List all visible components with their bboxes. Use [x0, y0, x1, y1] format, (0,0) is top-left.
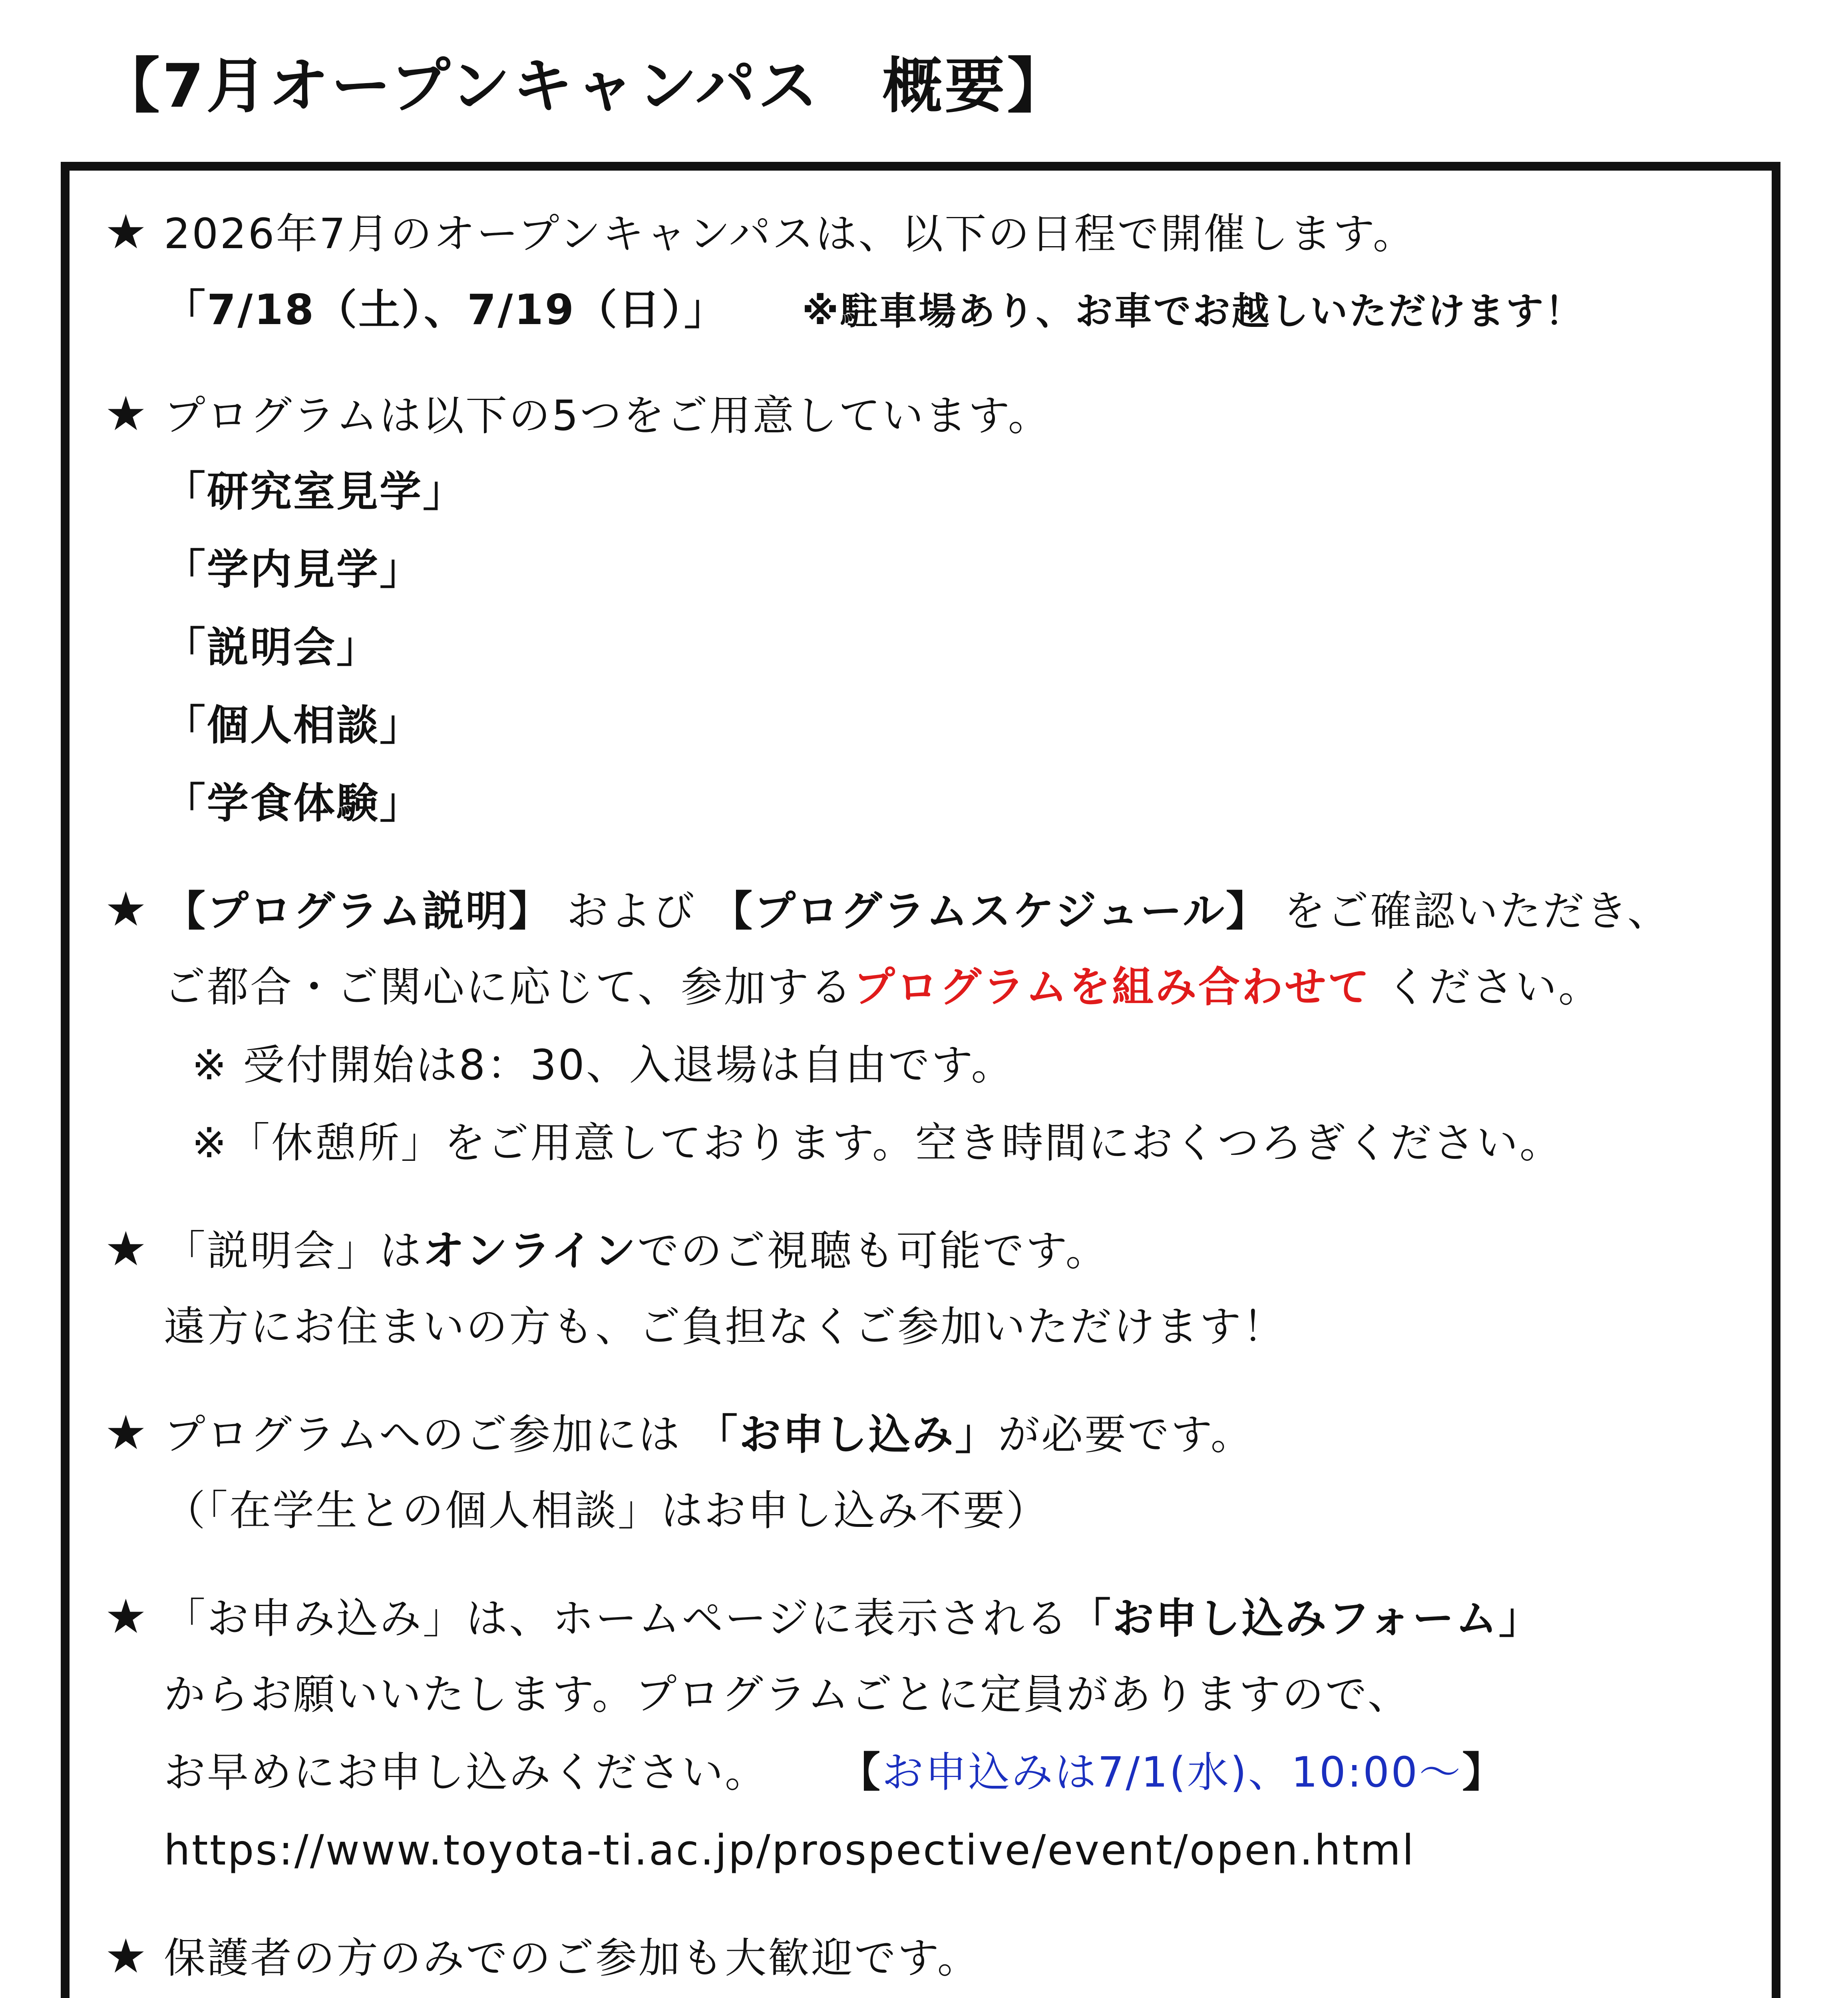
combine-line	[164, 957, 1601, 1017]
star-icon: ★	[105, 1221, 149, 1276]
parking-note: ※駐車場あり、お車でお越しいただけます！	[802, 290, 1584, 333]
program-description-label: 【プログラム説明】	[164, 887, 552, 935]
remote-note: 遠方にお住まいの方も、ご負担なくご参加いただけます！	[164, 1302, 1286, 1351]
application-text: が必要です。	[998, 1410, 1254, 1459]
online-text: 「説明会」は	[164, 1226, 423, 1275]
form-text: 「お申み込み」は、ホームページに表示される	[164, 1594, 1069, 1643]
program-item: 「学食体験」	[164, 779, 423, 828]
application-text: プログラムへのご参加には	[164, 1410, 681, 1459]
event-dates: 「7/18（土）、7/19（日）」	[164, 285, 728, 334]
dates-intro: 2026年7月のオープンキャンパスは、以下の日程で開催します。	[164, 209, 1416, 258]
program-schedule-label: 【プログラムスケジュール】	[711, 887, 1269, 935]
star-icon: ★	[105, 1589, 149, 1644]
schedule-text: および	[567, 887, 696, 935]
early-apply-line	[164, 1742, 1505, 1802]
section-guardians	[105, 1926, 981, 1988]
star-icon: ★	[105, 1405, 149, 1460]
rest-area-note: ※「休憩所」をご用意しております。空き時間におくつろぎください。	[192, 1118, 1563, 1167]
reception-note: ※ 受付開始は8：30、入退場は自由です。	[192, 1041, 1015, 1089]
online-text: でのご視聴も可能です。	[637, 1226, 1109, 1275]
guardians-text: 保護者の方のみでのご参加も大歓迎です。	[164, 1934, 981, 1982]
schedule-text: をご確認いただき、	[1283, 887, 1671, 935]
program-item: 「学内見学」	[164, 545, 423, 594]
star-icon: ★	[105, 1928, 149, 1984]
programs-intro: プログラムは以下の5つをご用意しています。	[164, 391, 1051, 440]
page-title: 【7月オープンキャンパス 概要】	[100, 52, 1070, 121]
capacity-note: からお願いいたします。プログラムごとに定員がありますので、	[164, 1670, 1411, 1719]
star-icon: ★	[105, 386, 149, 441]
consultation-note: （「在学生との個人相談」はお申し込み不要）	[164, 1486, 1050, 1535]
combine-emphasis: プログラムを組み合わせて	[853, 963, 1371, 1011]
section-form	[105, 1586, 1542, 1648]
early-apply-text: お早めにお申し込みください。	[164, 1748, 768, 1797]
bracket-open: 【	[839, 1748, 882, 1797]
section-online	[105, 1219, 1109, 1281]
section-application	[105, 1403, 1254, 1465]
bracket-close: 】	[1462, 1748, 1506, 1797]
program-item: 「研究室見学」	[164, 467, 466, 516]
combine-text: ご都合・ご関心に応じて、参加する	[164, 963, 853, 1011]
star-icon: ★	[105, 204, 149, 259]
program-item: 「個人相談」	[164, 701, 423, 750]
combine-text: ください。	[1385, 963, 1601, 1011]
event-url[interactable]: https://www.toyota-ti.ac.jp/prospective/event/open.html	[164, 1826, 1416, 1875]
section-programs	[105, 384, 1051, 446]
section-dates	[105, 202, 1416, 264]
application-emphasis: 「お申し込み」	[696, 1410, 999, 1459]
program-item: 「説明会」	[164, 623, 380, 672]
online-emphasis: オンライン	[423, 1226, 637, 1275]
application-start: お申込みは7/1(水)、10:00～	[882, 1748, 1462, 1797]
star-icon: ★	[105, 882, 149, 937]
application-form-label: 「お申し込みフォーム」	[1069, 1594, 1542, 1643]
section-schedule	[105, 879, 1671, 941]
dates-line	[164, 280, 1584, 342]
